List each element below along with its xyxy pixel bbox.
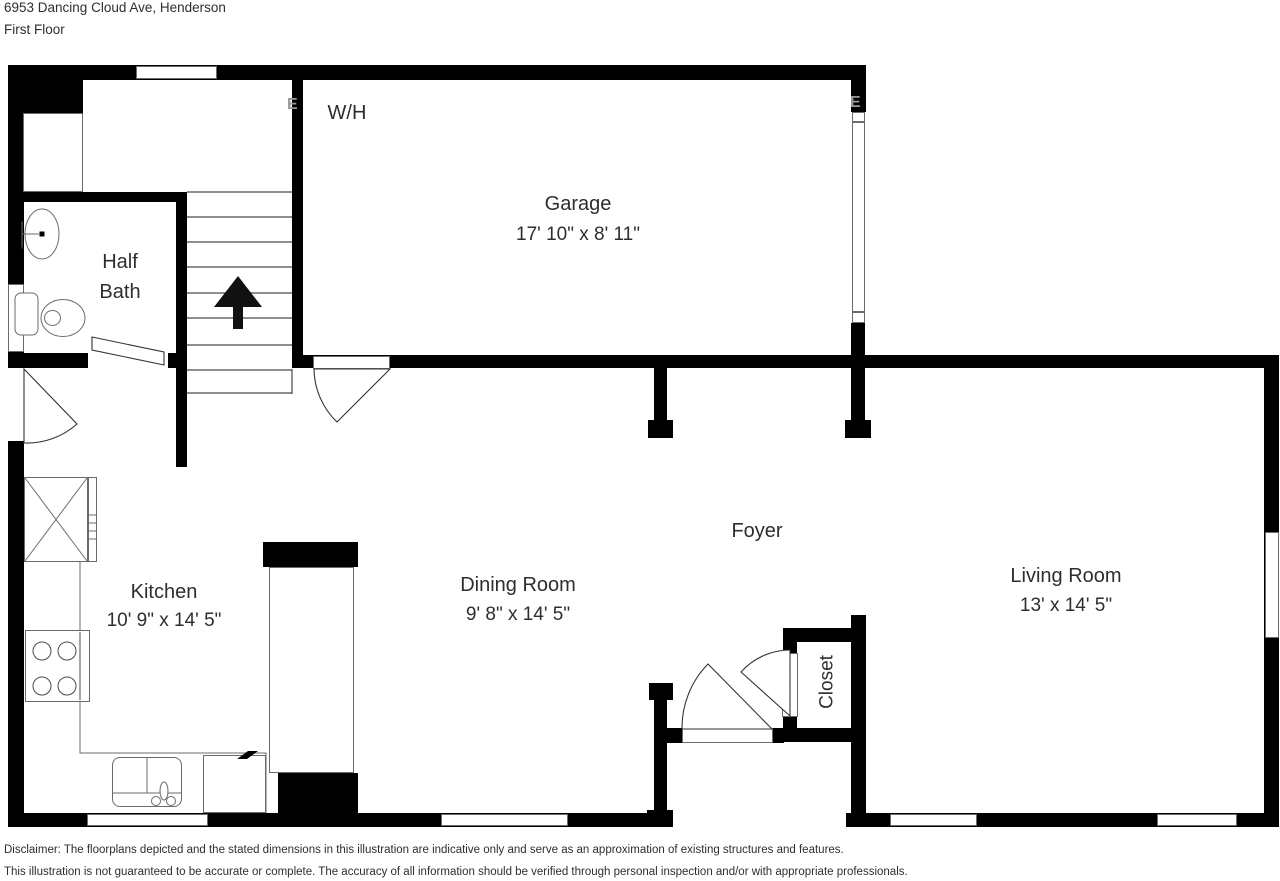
wall-entry-post-foot bbox=[647, 810, 673, 827]
window-living-bottom-2 bbox=[1157, 814, 1237, 826]
dining-room-dims: 9' 8" x 14' 5" bbox=[465, 604, 571, 625]
halfbath-label-1: Half bbox=[102, 251, 138, 273]
window-kitchen-bottom bbox=[87, 814, 208, 826]
halfbath-label-2: Bath bbox=[99, 281, 141, 303]
water-heater-label: W/H bbox=[327, 102, 367, 124]
stove bbox=[25, 630, 90, 702]
wall-garage-right-lower bbox=[851, 323, 865, 420]
window-top bbox=[136, 66, 217, 79]
disclaimer-line-2: This illustration is not guaranteed to be accurate or complete. The accuracy of all information should be verified through personal inspection and/or with appropriate professionals. bbox=[4, 866, 908, 878]
wall-entry-post bbox=[654, 700, 667, 812]
doors bbox=[24, 337, 790, 729]
wall-corner-block bbox=[8, 65, 83, 113]
wall-peninsula-top bbox=[263, 542, 358, 567]
living-room-label: Living Room bbox=[1010, 565, 1122, 587]
opening-halfbath-door bbox=[88, 353, 168, 368]
threshold-front-door bbox=[682, 728, 773, 743]
garage-dims: 17' 10" x 8' 11" bbox=[516, 224, 640, 245]
garage-interior-door bbox=[314, 369, 390, 422]
stairs-up-arrow-icon bbox=[214, 276, 262, 329]
disclaimer-line-1: Disclaimer: The floorplans depicted and the stated dimensions in this illustration are indicative only and serve as an approximation of existing structures and features. bbox=[4, 844, 844, 856]
dining-room-label: Dining Room bbox=[460, 574, 576, 596]
garage-label: Garage bbox=[544, 193, 612, 215]
kitchen-dims: 10' 9" x 14' 5" bbox=[106, 610, 222, 631]
wall-post-foyer bbox=[654, 368, 667, 420]
halfbath-toilet bbox=[15, 293, 85, 337]
closet-door-panel bbox=[782, 653, 798, 717]
stairs bbox=[187, 192, 292, 394]
window-garage-right-mullion-top bbox=[852, 121, 865, 123]
address-line: 6953 Dancing Cloud Ave, Henderson bbox=[4, 0, 226, 15]
wall-foyer-living-divider bbox=[851, 615, 866, 827]
kitchen-sink bbox=[112, 757, 182, 807]
kitchen-entry-door bbox=[24, 369, 77, 443]
threshold-garage-door bbox=[313, 356, 390, 369]
pantry-cabinet bbox=[24, 477, 88, 562]
window-living-right bbox=[1265, 532, 1279, 638]
wall-mid-horizontal bbox=[292, 355, 1279, 368]
wall-post-garage-right-foot bbox=[845, 420, 871, 438]
front-entry-door bbox=[682, 664, 772, 729]
opening-kitchen-door bbox=[8, 368, 24, 441]
pantry-side-panel bbox=[88, 477, 97, 562]
wall-halfbath-top bbox=[8, 192, 187, 202]
wall-stairs bbox=[176, 192, 187, 467]
window-garage-right-mullion-bottom bbox=[852, 311, 865, 313]
window-garage-right bbox=[852, 112, 865, 323]
understairs-storage bbox=[23, 113, 83, 192]
wall-post-foyer-foot bbox=[648, 420, 673, 438]
window-dining-bottom bbox=[441, 814, 568, 826]
living-room-dims: 13' x 14' 5" bbox=[1019, 595, 1113, 616]
wall-left-exterior bbox=[8, 65, 24, 827]
dishwasher bbox=[203, 755, 266, 813]
closet-label: Closet bbox=[816, 655, 838, 709]
peninsula-counter bbox=[269, 567, 354, 773]
wall-entry-post-cap bbox=[649, 683, 673, 700]
window-living-bottom-1 bbox=[890, 814, 977, 826]
wall-peninsula-bottom bbox=[278, 773, 358, 813]
foyer-label: Foyer bbox=[731, 520, 783, 542]
window-halfbath bbox=[8, 284, 24, 352]
watermark-fragment-right: E bbox=[850, 94, 861, 111]
watermark-fragment-left: E bbox=[287, 96, 298, 113]
kitchen-label: Kitchen bbox=[130, 581, 198, 603]
floor-line: First Floor bbox=[4, 22, 65, 37]
wall-front-left bbox=[654, 728, 683, 743]
